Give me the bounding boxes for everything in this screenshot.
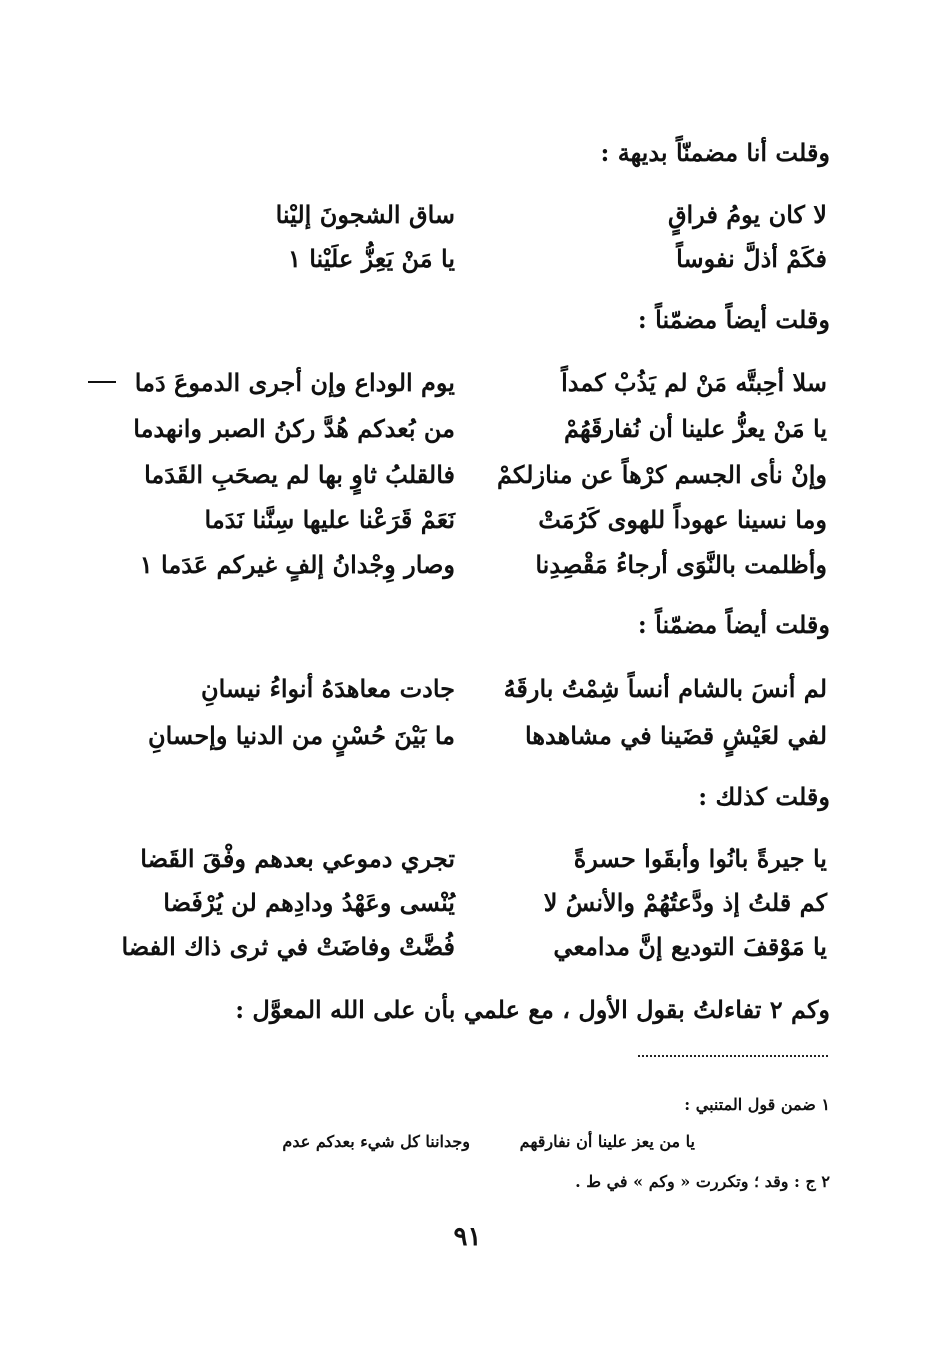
verse-second-hemistich: تجري دموعي بعدهم وفْقَ القَضا	[140, 844, 455, 873]
section-heading: وقلت أنا مضمنّاً بديهة :	[600, 138, 830, 167]
verse-first-hemistich: لا كان يومُ فراقٍ	[667, 200, 827, 229]
verse-second-hemistich: يُنْسى وعَهْدُ ودادِهم لن يُرْفَضا	[163, 888, 455, 917]
section-heading: وقلت كذلك :	[698, 782, 830, 811]
verse-second-hemistich: من بُعدكم هُدَّ ركنُ الصبر وانهدما	[133, 414, 455, 443]
verse-second-hemistich: يوم الوداع وإن أجرى الدموعَ دَما	[134, 368, 455, 397]
footnote-2: ٢ ج : وقد ؛ وتكررت « وكم » في ط .	[575, 1172, 830, 1191]
verse-first-hemistich: وما نسينا عهوداً للهوى كَرُمَتْ	[538, 505, 827, 534]
verse-first-hemistich: يا مَنْ يعزُّ علينا أن نُفارقَهُمْ	[564, 414, 827, 443]
verse-first-hemistich: سلا أحِبتَّه مَنْ لم يَذُبْ كمداً	[561, 368, 827, 397]
section-heading: وقلت أيضاً مضمّناً :	[637, 610, 830, 639]
verse-first-hemistich: وأظلمت بالنَّوَى أرجاءُ مَقْصِدِنا	[535, 550, 827, 579]
verse-first-hemistich: فكَمْ أذلَّ نفوساً	[676, 244, 827, 273]
footnote-1-label: ١ ضمن قول المتنبي :	[684, 1095, 830, 1114]
verse-first-hemistich: كم قلتُ إذ ودَّعتُهُمْ والأنسُ لا	[543, 888, 827, 917]
closing-prose-line: وكم ٢ تفاءلتُ بقول الأول ، مع علمي بأن على الله المعوَّل :	[235, 995, 830, 1024]
verse-second-hemistich: نَعَمْ قَرَعْنا عليها سِنَّنا نَدَما	[204, 505, 455, 534]
section-heading: وقلت أيضاً مضمّناً :	[637, 305, 830, 334]
verse-second-hemistich: وصار وِجْدانُ إلفٍ غيركم عَدَما ١	[139, 550, 455, 579]
verse-first-hemistich: لم أنسَ بالشام أنساً شِمْتُ بارقَهُ	[503, 674, 827, 703]
footnote-1-second-hemistich: وجداننا كل شيء بعدكم عدم	[282, 1132, 470, 1151]
margin-dash	[88, 381, 116, 383]
page-number: ٩١	[453, 1222, 482, 1252]
verse-first-hemistich: يا جيرةً بانُوا وأبقَوا حسرةً	[573, 844, 827, 873]
verse-second-hemistich: جادت معاهدَهُ أنواءُ نيسانِ	[200, 674, 455, 703]
verse-second-hemistich: يا مَنْ يَعِزُّ علَيْنا ١	[288, 244, 455, 273]
verse-second-hemistich: ساق الشجونَ إليْنا	[275, 200, 455, 229]
footnote-1-first-hemistich: يا من يعز علينا أن نفارقهم	[519, 1132, 695, 1151]
footnote-separator	[638, 1055, 828, 1057]
verse-first-hemistich: وإنْ نأى الجسم كرْهاً عن منازلكمْ	[496, 460, 827, 489]
verse-second-hemistich: ما بَيْنَ حُسْنٍ من الدنيا وإحسانِ	[147, 721, 455, 750]
verse-second-hemistich: فُضَّتْ وفاضَتْ في ثرى ذاك الفضا	[121, 932, 455, 961]
verse-second-hemistich: فالقلبُ ثاوٍ بها لم يصحَبِ القَدَما	[144, 460, 455, 489]
verse-first-hemistich: يا مَوْقفَ التوديع إنَّ مدامعي	[553, 932, 827, 961]
verse-first-hemistich: لفي لعَيْشٍ قضَينا في مشاهدها	[525, 721, 827, 750]
